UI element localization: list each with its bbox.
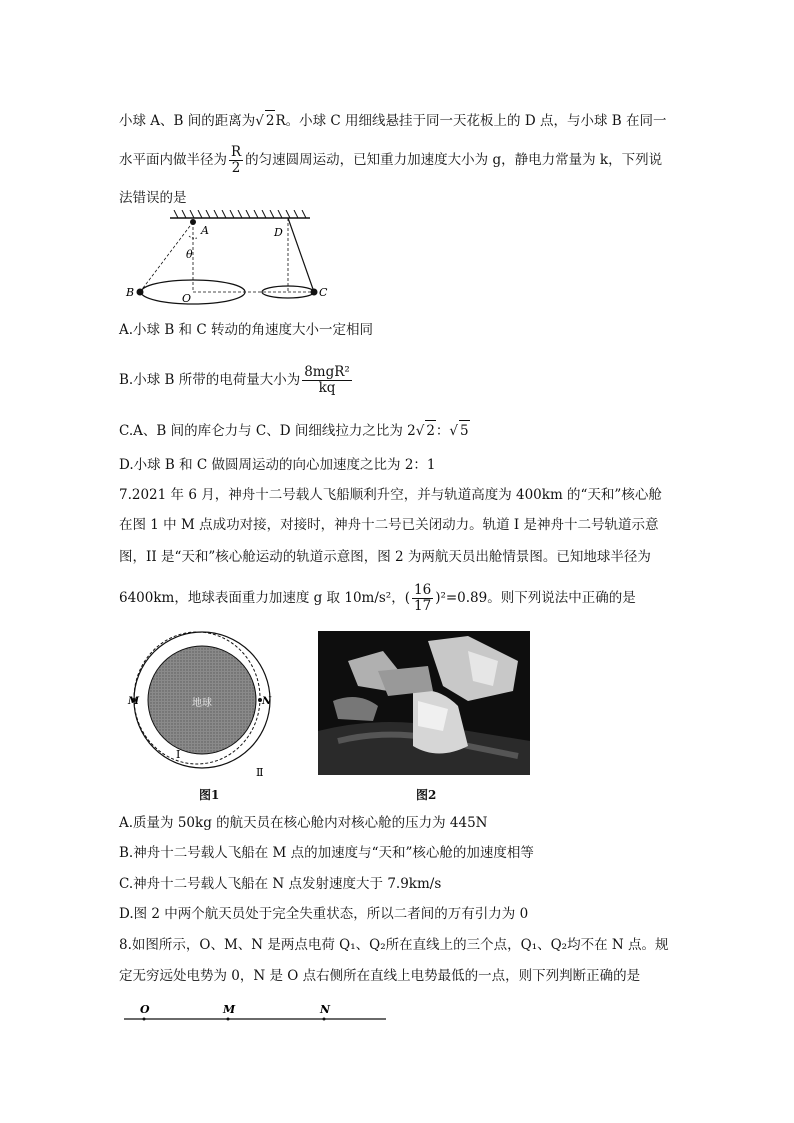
q6-line-2-text-b: 的匀速圆周运动，已知重力加速度大小为 g，静电力常量为 k，下列说 bbox=[245, 152, 663, 168]
sqrt-radicand: 5 bbox=[459, 420, 470, 441]
q6-line-2 bbox=[119, 145, 662, 176]
q7-option-a: A.质量为 50kg 的航天员在核心舱内对核心舱的压力为 445N bbox=[119, 815, 488, 831]
label-m: M bbox=[128, 696, 140, 707]
q6-option-b bbox=[119, 365, 354, 396]
sqrt-radicand: 2 bbox=[265, 110, 276, 131]
label-n: N bbox=[320, 1003, 331, 1016]
label-earth: 地球 bbox=[192, 698, 212, 709]
fraction-numerator: 8mgR² bbox=[304, 364, 350, 380]
fraction-numerator: 16 bbox=[414, 582, 432, 598]
sqrt-expression: √ 2 bbox=[255, 110, 275, 131]
sqrt-expression: √ 2 bbox=[416, 420, 436, 441]
label-a: A bbox=[201, 224, 209, 237]
q7-line-2: 在图 1 中 M 点成功对接，对接时，神舟十二号已关闭动力。轨道 I 是神舟十二号轨道示意 bbox=[119, 517, 659, 533]
q7-line-4-text-b: )²=0.89。则下列说法中正确的是 bbox=[435, 590, 636, 606]
q8-line-2: 定无穷远处电势为 0，N 是 O 点右侧所在直线上电势最低的一点，则下列判断正确的是 bbox=[119, 968, 641, 984]
label-b: B bbox=[126, 286, 135, 299]
q6-option-a: A.小球 B 和 C 转动的角速度大小一定相同 bbox=[119, 322, 373, 338]
q6-option-d: D.小球 B 和 C 做圆周运动的向心加速度之比为 2：1 bbox=[119, 457, 436, 473]
fraction-numerator: R bbox=[231, 144, 242, 160]
q6-line-3: 法错误的是 bbox=[119, 190, 187, 206]
q6-option-c-text-a: C.A、B 间的库仑力与 C、D 间细线拉力之比为 2 bbox=[119, 423, 416, 439]
q6-line-2-text-a: 水平面内做半径为 bbox=[119, 152, 227, 168]
label-c: C bbox=[319, 286, 328, 299]
q6-line-1-text-a: 小球 A、B 间的距离为 bbox=[119, 113, 256, 129]
sqrt-radicand: 2 bbox=[425, 420, 436, 441]
fraction-denominator: kq bbox=[318, 380, 336, 396]
q7-option-b: B.神舟十二号载人飞船在 M 点的加速度与“天和”核心舱的加速度相等 bbox=[119, 845, 534, 861]
q7-option-d: D.图 2 中两个航天员处于完全失重状态，所以二者间的万有引力为 0 bbox=[119, 906, 529, 922]
sqrt-expression: √ 5 bbox=[449, 420, 469, 441]
fraction-denominator: 17 bbox=[414, 598, 432, 614]
label-orbit-i: I bbox=[176, 748, 181, 761]
label-d: D bbox=[274, 226, 283, 239]
figure-2-caption: 图2 bbox=[416, 788, 437, 802]
fraction-16-17 bbox=[412, 583, 433, 614]
fraction-r-over-2 bbox=[229, 145, 243, 176]
q7-line-4 bbox=[119, 583, 636, 614]
q6-figure bbox=[118, 210, 348, 310]
fraction-denominator: 2 bbox=[231, 160, 241, 176]
label-o: O bbox=[182, 292, 192, 305]
q6-option-c bbox=[119, 420, 470, 441]
fraction-charge bbox=[302, 365, 352, 396]
q8-line-1: 8.如图所示，O、M、N 是两点电荷 Q₁、Q₂所在直线上的三个点，Q₁、Q₂均不在 N 点。规 bbox=[119, 937, 669, 953]
astronaut-photo bbox=[318, 631, 530, 775]
q6-line-1 bbox=[119, 110, 666, 131]
q7-line-4-text-a: 6400km，地球表面重力加速度 g 取 10m/s²，( bbox=[119, 590, 410, 606]
label-m: M bbox=[223, 1003, 236, 1016]
q6-option-c-text-b: ： bbox=[435, 423, 450, 439]
q6-option-b-text: B.小球 B 所带的电荷量大小为 bbox=[119, 372, 301, 388]
label-n: N bbox=[262, 696, 272, 707]
q7-line-1: 7.2021 年 6 月，神舟十二号载人飞船顺利升空，并与轨道高度为 400km 的“天和”核心舱 bbox=[119, 487, 662, 503]
q7-option-c: C.神舟十二号载人飞船在 N 点发射速度大于 7.9km/s bbox=[119, 876, 442, 892]
label-theta: θ bbox=[186, 248, 193, 261]
q7-figure-1 bbox=[120, 618, 290, 790]
q6-line-1-text-b: R。小球 C 用细线悬挂于同一天花板上的 D 点，与小球 B 在同一 bbox=[275, 113, 667, 129]
label-orbit-ii: Ⅱ bbox=[256, 766, 264, 779]
label-o: O bbox=[140, 1003, 150, 1016]
q8-figure bbox=[122, 1000, 392, 1026]
q7-line-3: 图，II 是“天和”核心舱运动的轨道示意图，图 2 为两航天员出舱情景图。已知地球半径为 bbox=[119, 549, 651, 565]
figure-1-caption: 图1 bbox=[199, 788, 220, 802]
